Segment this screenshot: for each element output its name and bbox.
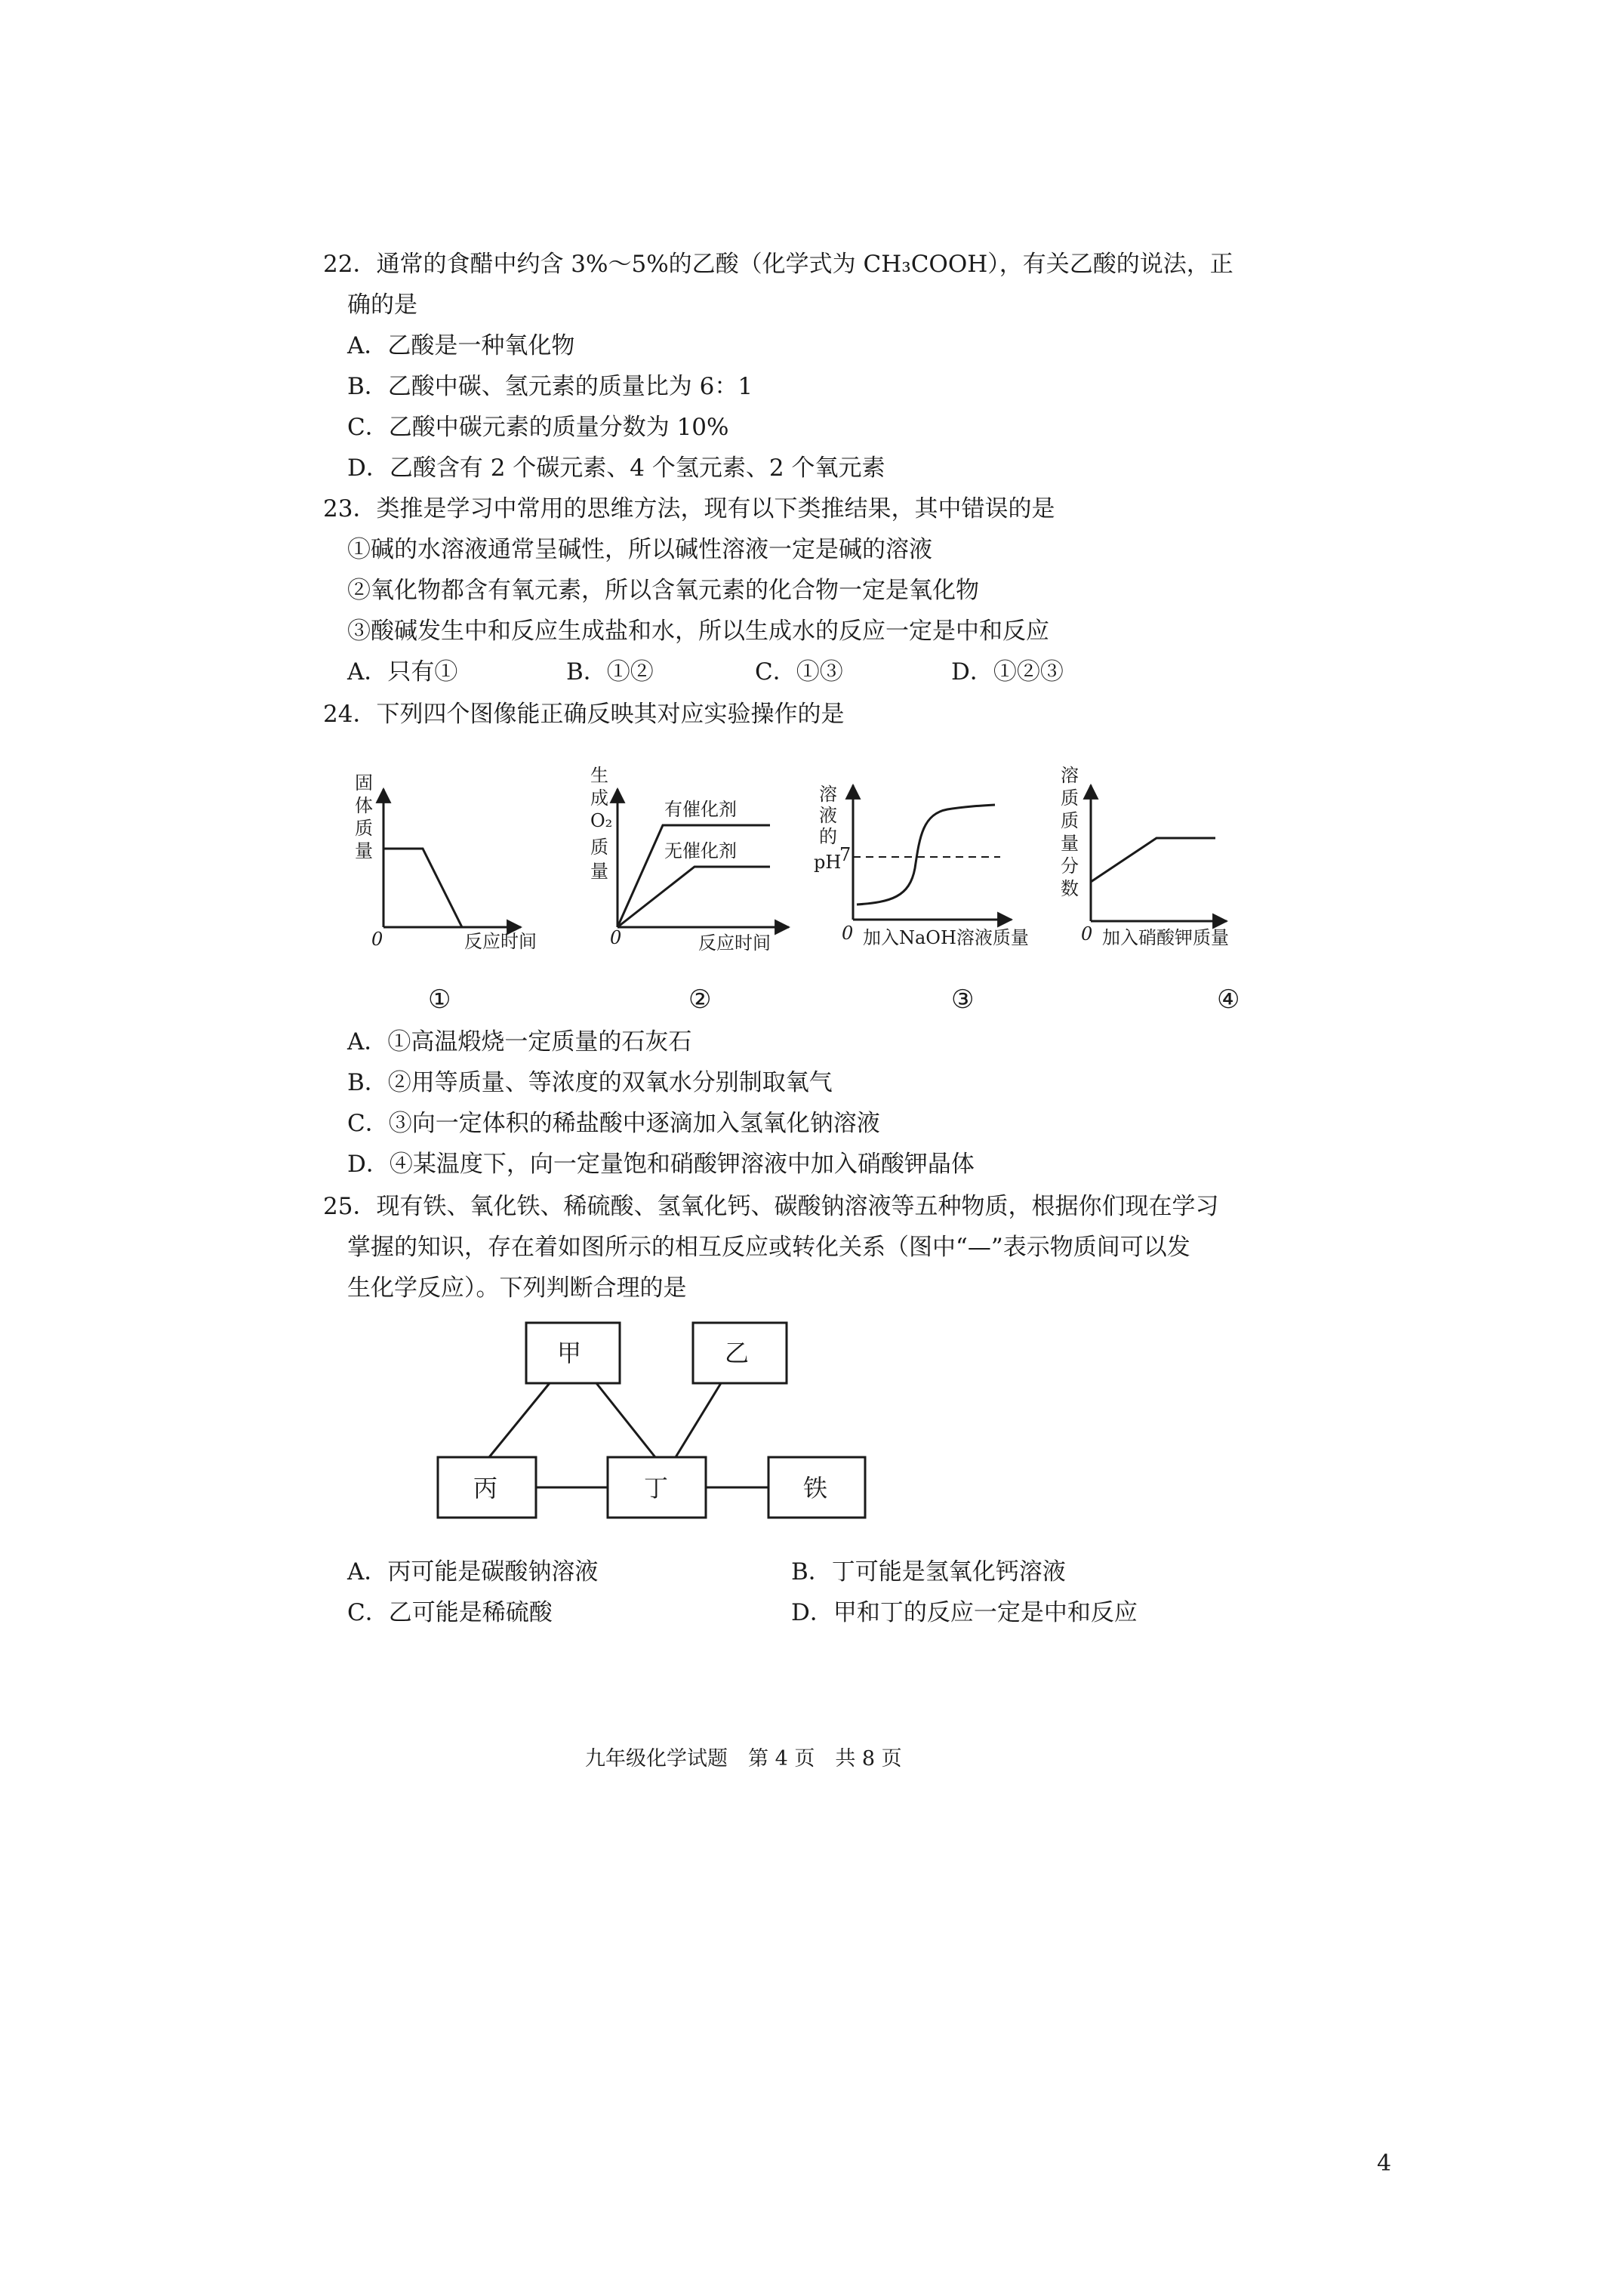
- q25-stem-line3: 生化学反应）。下列判断合理的是: [347, 1274, 687, 1302]
- q23-item-1: ①碱的水溶液通常呈碱性，所以碱性溶液一定是碱的溶液: [347, 536, 932, 563]
- graph-1-ylabel-2: 体: [355, 795, 373, 816]
- graph-3-number: ③: [951, 985, 975, 1015]
- graph-2-curve1-label: 有催化剂: [664, 799, 737, 820]
- q24-option-d: D．④某温度下，向一定量饱和硝酸钾溶液中加入硝酸钾晶体: [347, 1151, 975, 1178]
- q22-option-a: A．乙酸是一种氧化物: [347, 332, 575, 359]
- link-jia-bing: [489, 1383, 550, 1457]
- box-jia-label: 甲: [557, 1339, 582, 1367]
- graph-1-curve: [383, 849, 462, 927]
- graph-4-number: ④: [1217, 985, 1240, 1015]
- link-yi-ding: [676, 1383, 721, 1457]
- q25-stem-line2: 掌握的知识，存在着如图所示的相互反应或转化关系（图中“—”表示物质间可以发: [347, 1234, 1190, 1261]
- graph-2-curve2-label: 无催化剂: [664, 840, 737, 861]
- q24-option-c: C．③向一定体积的稀盐酸中逐滴加入氢氧化钠溶液: [347, 1110, 880, 1137]
- graph-4-ylabel-6: 数: [1061, 878, 1079, 899]
- graph-4-origin: 0: [1081, 923, 1093, 945]
- box-tie-label: 铁: [803, 1474, 828, 1502]
- graph-4-xlabel: 加入硝酸钾质量: [1102, 927, 1229, 948]
- page-number: 4: [1377, 2150, 1392, 2177]
- graph-2-ylabel-4: 质: [590, 837, 608, 858]
- graph-4-ylabel-5: 分: [1061, 855, 1079, 877]
- graph-2-xlabel: 反应时间: [698, 932, 771, 954]
- graph-3-curve: [857, 805, 995, 905]
- graph-4-ylabel-3: 质: [1061, 810, 1079, 831]
- q23-option-c: C．①③: [755, 658, 843, 686]
- graph-2-ylabel-1: 生: [590, 765, 608, 786]
- q24-option-b: B．②用等质量、等浓度的双氧水分别制取氧气: [347, 1069, 833, 1096]
- graph-4-curve: [1091, 838, 1215, 882]
- box-ding-label: 丁: [644, 1474, 669, 1502]
- graph-3-ylabel-1: 溶: [819, 784, 837, 805]
- q22-stem-line1: 22．通常的食醋中约含 3%～5%的乙酸（化学式为 CH₃COOH），有关乙酸的说法，正: [323, 251, 1233, 278]
- q25-option-d: D．甲和丁的反应一定是中和反应: [791, 1599, 1138, 1626]
- graph-4-ylabel-2: 质: [1061, 787, 1079, 809]
- graph-1-xlabel: 反应时间: [464, 931, 537, 952]
- graph-2-ylabel-3: O₂: [590, 810, 613, 831]
- graph-2-number: ②: [688, 985, 712, 1015]
- graph-4: [1061, 765, 1240, 1015]
- q25-option-a: A．丙可能是碳酸钠溶液: [347, 1558, 599, 1586]
- q23-option-b: B．①②: [566, 658, 654, 686]
- box-bing-label: 丙: [473, 1474, 498, 1502]
- graph-1-ylabel-4: 量: [355, 840, 373, 861]
- q22-option-c: C．乙酸中碳元素的质量分数为 10%: [347, 414, 729, 441]
- graph-2-origin: 0: [610, 927, 622, 948]
- q22-option-b: B．乙酸中碳、氢元素的质量比为 6：1: [347, 373, 753, 400]
- q23-item-2: ②氧化物都含有氧元素，所以含氧元素的化合物一定是氧化物: [347, 577, 979, 604]
- q23-stem: 23．类推是学习中常用的思维方法，现有以下类推结果，其中错误的是: [323, 495, 1055, 522]
- graph-1-number: ①: [428, 985, 451, 1015]
- graph-3-tick-7: 7: [839, 844, 852, 865]
- graph-2: [590, 765, 789, 1015]
- q24-option-a: A．①高温煅烧一定质量的石灰石: [347, 1028, 692, 1056]
- q22-option-d: D．乙酸含有 2 个碳元素、4 个氢元素、2 个氧元素: [347, 455, 885, 482]
- graph-3: [814, 784, 1029, 1015]
- graph-2-ylabel-5: 量: [590, 861, 608, 882]
- q23-item-3: ③酸碱发生中和反应生成盐和水，所以生成水的反应一定是中和反应: [347, 618, 1049, 645]
- graph-1: [355, 772, 537, 1015]
- page-footer: 九年级化学试题 第 4 页 共 8 页: [585, 1747, 902, 1771]
- graph-3-xlabel: 加入NaOH溶液质量: [863, 927, 1029, 948]
- link-jia-ding: [596, 1383, 655, 1457]
- q22-stem-line2: 确的是: [347, 291, 417, 319]
- q25-diagram: [438, 1323, 865, 1518]
- graph-4-ylabel-4: 量: [1061, 833, 1079, 854]
- q25-option-c: C．乙可能是稀硫酸: [347, 1599, 553, 1626]
- graph-3-ylabel-3: 的: [819, 826, 837, 847]
- graph-3-ylabel-4: pH: [814, 852, 842, 873]
- graph-1-ylabel-1: 固: [355, 772, 373, 794]
- graph-4-ylabel-1: 溶: [1061, 765, 1079, 786]
- box-yi-label: 乙: [725, 1339, 750, 1367]
- q25-stem-line1: 25．现有铁、氧化铁、稀硫酸、氢氧化钙、碳酸钠溶液等五种物质，根据你们现在学习: [323, 1193, 1219, 1220]
- graph-1-ylabel-3: 质: [355, 818, 373, 839]
- q25-option-b: B．丁可能是氢氧化钙溶液: [791, 1558, 1066, 1586]
- q24-stem: 24．下列四个图像能正确反映其对应实验操作的是: [323, 701, 845, 728]
- graph-3-ylabel-2: 液: [819, 805, 837, 826]
- graph-2-ylabel-2: 成: [590, 787, 608, 809]
- graph-1-origin: 0: [371, 929, 383, 950]
- q23-option-d: D．①②③: [951, 658, 1064, 686]
- q23-option-a: A．只有①: [347, 658, 458, 686]
- graph-3-origin: 0: [842, 923, 854, 944]
